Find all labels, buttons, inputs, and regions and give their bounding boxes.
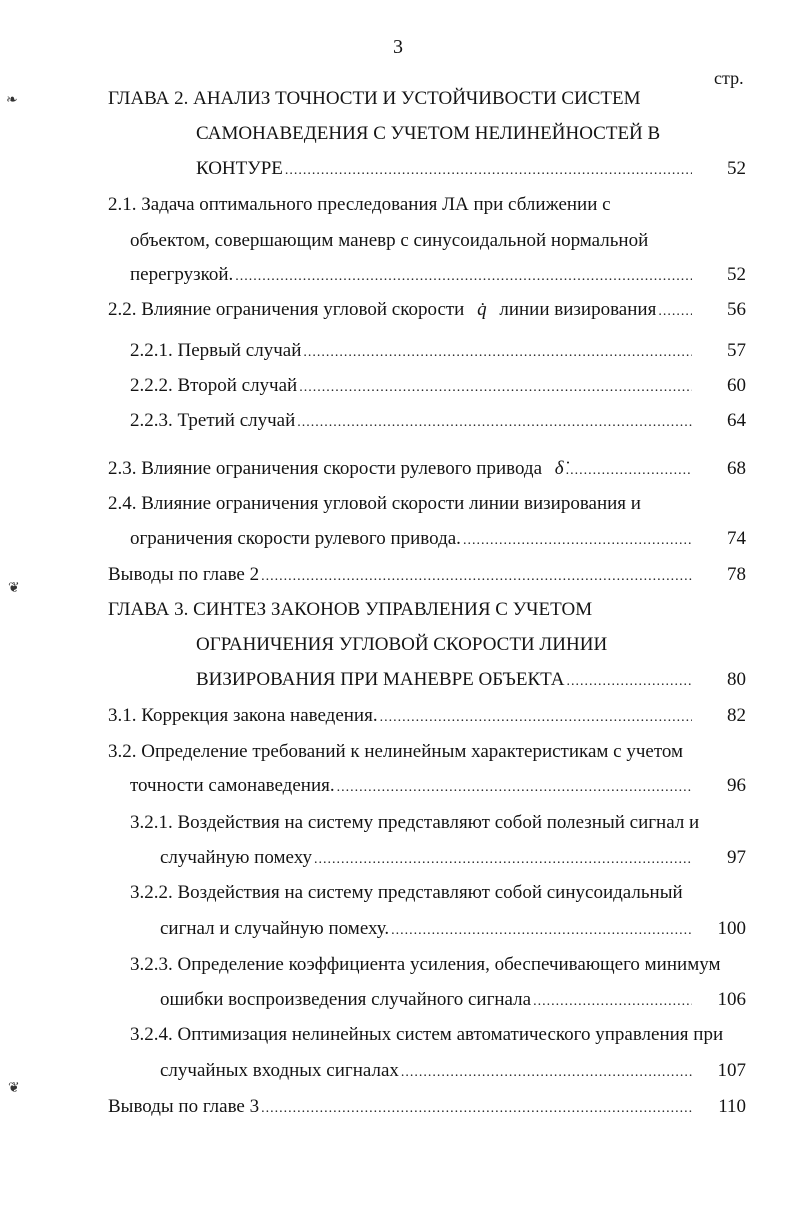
leader-dots	[658, 299, 692, 325]
toc-chapter-2-conclusions-title: Выводы по главе 2	[108, 564, 260, 585]
toc-section-3-1-entry[interactable]	[108, 703, 746, 729]
leader-dots	[261, 1096, 692, 1122]
toc-section-3-1-title: 3.1. Коррекция закона наведения.	[108, 705, 378, 726]
toc-section-2-1-line1: 2.1. Задача оптимального преследования ЛА при сближении с	[108, 194, 611, 215]
leader-dots	[567, 669, 693, 695]
toc-section-2-4-entry[interactable]	[130, 526, 746, 552]
toc-page-number: 110	[718, 1096, 746, 1117]
toc-section-2-1-line3: перегрузкой.	[130, 264, 234, 285]
toc-chapter-3-title-line3: ВИЗИРОВАНИЯ ПРИ МАНЕВРЕ ОБЪЕКТА	[196, 669, 565, 690]
toc-section-2-1-entry[interactable]	[130, 262, 746, 288]
leader-dots	[299, 375, 692, 401]
toc-section-2-2-3-entry[interactable]	[130, 408, 746, 434]
toc-section-3-2-1-entry[interactable]	[160, 845, 746, 871]
toc-section-2-2-text-end: линии визирования	[499, 299, 657, 320]
toc-section-2-2-1-entry[interactable]	[130, 338, 746, 364]
toc-section-3-2-3-entry[interactable]	[160, 987, 746, 1013]
toc-page-number: 106	[717, 989, 746, 1010]
toc-page-number: 52	[727, 264, 746, 285]
toc-section-3-2-2-entry[interactable]	[160, 916, 746, 942]
toc-section-3-2-2-line1: 3.2.2. Воздействия на систему представляют собой синусоидальный	[130, 882, 683, 903]
leader-dots	[235, 264, 692, 290]
toc-section-2-2-2-title: 2.2.2. Второй случай	[130, 375, 298, 396]
toc-section-2-3-entry[interactable]	[108, 456, 746, 482]
toc-page-number: 64	[727, 410, 746, 431]
leader-dots	[380, 705, 692, 731]
toc-page-number: 82	[727, 705, 746, 726]
q-dot-symbol: q̇	[477, 299, 487, 320]
toc-section-3-2-line1: 3.2. Определение требований к нелинейным характеристикам с учетом	[108, 741, 684, 762]
leader-dots	[566, 458, 692, 484]
toc-section-3-2-4-line2: случайных входных сигналах	[160, 1060, 399, 1081]
toc-chapter-2-title-line2: САМОНАВЕДЕНИЯ С УЧЕТОМ НЕЛИНЕЙНОСТЕЙ В	[196, 123, 661, 144]
leader-dots	[285, 158, 692, 184]
toc-chapter-2-entry[interactable]	[196, 156, 746, 182]
leader-dots	[303, 340, 692, 366]
toc-section-3-2-3-line2: ошибки воспроизведения случайного сигнала	[160, 989, 532, 1010]
toc-section-2-3-title	[108, 456, 564, 482]
toc-section-2-1-line2: объектом, совершающим маневр с синусоидальной нормальной	[130, 230, 649, 251]
toc-page-number: 97	[727, 847, 746, 868]
leader-dots	[401, 1060, 692, 1086]
toc-section-3-2-1-line2: случайную помеху	[160, 847, 312, 868]
page-column-label: стр.	[714, 68, 744, 88]
toc-page-number: 107	[717, 1060, 746, 1081]
toc-chapter-3-conclusions-entry[interactable]	[108, 1094, 746, 1120]
leader-dots	[314, 847, 692, 873]
toc-chapter-3-title-line1: ГЛАВА 3. СИНТЕЗ ЗАКОНОВ УПРАВЛЕНИЯ С УЧЕТОМ	[108, 599, 593, 620]
page-number: 3	[393, 36, 403, 58]
toc-chapter-3-entry[interactable]	[196, 667, 746, 693]
toc-page-number: 57	[727, 340, 746, 361]
leader-dots	[261, 564, 692, 590]
toc-chapter-3-conclusions-title: Выводы по главе 3	[108, 1096, 260, 1117]
toc-page-number: 80	[727, 669, 746, 690]
delta-dot-symbol: δ̇	[554, 458, 564, 479]
toc-chapter-2-title-line1: ГЛАВА 2. АНАЛИЗ ТОЧНОСТИ И УСТОЙЧИВОСТИ СИСТЕМ	[108, 88, 641, 109]
toc-section-2-2-entry[interactable]	[108, 297, 746, 323]
scan-speck: ❦	[8, 1081, 20, 1096]
toc-page-number: 78	[727, 564, 746, 585]
toc-section-3-2-3-line1: 3.2.3. Определение коэффициента усиления, обеспечивающего минимум	[130, 954, 721, 975]
toc-section-2-4-line2: ограничения скорости рулевого привода.	[130, 528, 461, 549]
toc-section-3-2-4-line1: 3.2.4. Оптимизация нелинейных систем автоматического управления при	[130, 1024, 724, 1045]
toc-section-2-2-title	[108, 297, 656, 323]
leader-dots	[297, 410, 692, 436]
toc-section-2-4-line1: 2.4. Влияние ограничения угловой скорости линии визирования и	[108, 493, 641, 514]
leader-dots	[463, 528, 692, 554]
toc-section-3-2-2-line2: сигнал и случайную помеху.	[160, 918, 390, 939]
toc-page-number: 56	[727, 299, 746, 320]
toc-section-3-2-entry[interactable]	[130, 773, 746, 799]
toc-page-number: 52	[727, 158, 746, 179]
toc-chapter-2-conclusions-entry[interactable]	[108, 562, 746, 588]
toc-section-3-2-line2: точности самонаведения.	[130, 775, 335, 796]
toc-section-2-3-text: 2.3. Влияние ограничения скорости рулевого привода	[108, 458, 543, 479]
toc-section-2-2-2-entry[interactable]	[130, 373, 746, 399]
toc-section-2-2-text: 2.2. Влияние ограничения угловой скорости	[108, 299, 465, 320]
toc-page-number: 74	[727, 528, 746, 549]
toc-page-number: 96	[727, 775, 746, 796]
leader-dots	[391, 918, 692, 944]
scan-speck: ❦	[8, 581, 20, 596]
toc-page-number: 100	[717, 918, 746, 939]
toc-chapter-3-title-line2: ОГРАНИЧЕНИЯ УГЛОВОЙ СКОРОСТИ ЛИНИИ	[196, 634, 608, 655]
scan-speck: ❧	[6, 93, 18, 108]
leader-dots	[337, 775, 692, 801]
toc-page-number: 68	[727, 458, 746, 479]
toc-chapter-2-title-line3: КОНТУРЕ	[196, 158, 283, 179]
toc-section-3-2-4-entry[interactable]	[160, 1058, 746, 1084]
toc-section-2-2-1-title: 2.2.1. Первый случай	[130, 340, 302, 361]
leader-dots	[533, 989, 692, 1015]
toc-section-3-2-1-line1: 3.2.1. Воздействия на систему представляют собой полезный сигнал и	[130, 812, 700, 833]
toc-page-number: 60	[727, 375, 746, 396]
toc-section-2-2-3-title: 2.2.3. Третий случай	[130, 410, 296, 431]
